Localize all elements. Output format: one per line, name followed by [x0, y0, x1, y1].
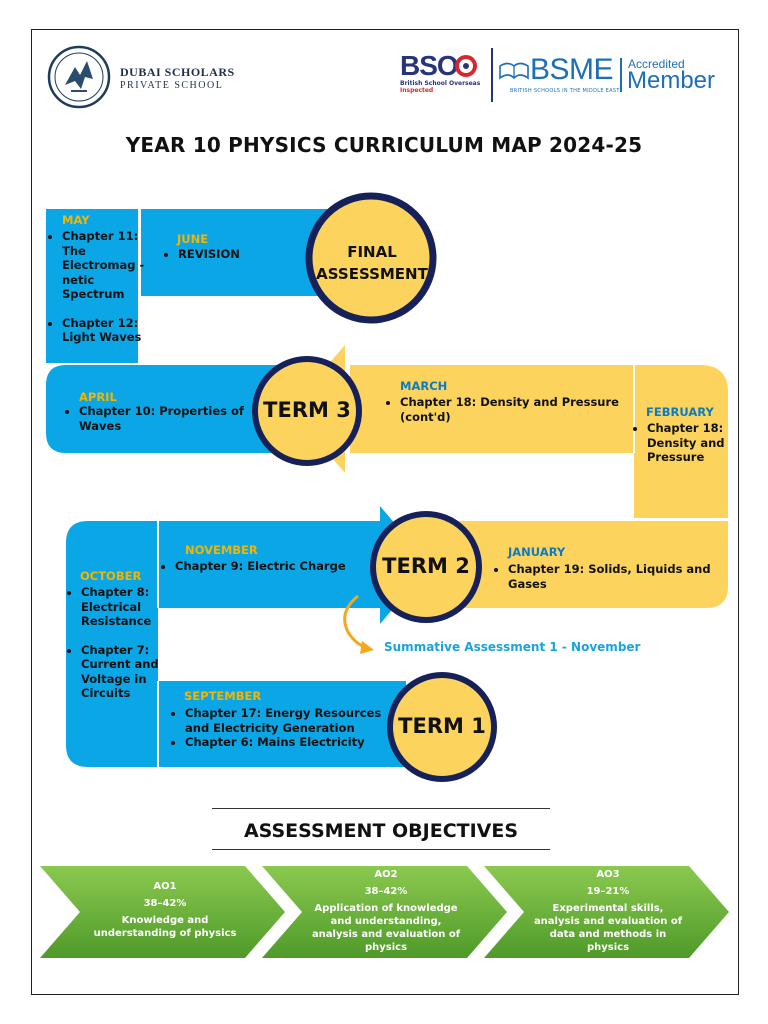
- assessment-heading: ASSESSMENT OBJECTIVES: [243, 820, 519, 842]
- september-item-2: • Chapter 6: Mains Electricity: [185, 735, 390, 750]
- final-line2: ASSESSMENT: [316, 265, 428, 283]
- ao1-code: AO1: [153, 881, 177, 892]
- ao3-weight: 19–21%: [586, 886, 630, 897]
- ao3-desc: Experimental skills, analysis and evaluation of data and methods in physics: [533, 903, 683, 953]
- november-label: NOVEMBER: [185, 543, 258, 557]
- summative-note: Summative Assessment 1 - November: [384, 640, 641, 654]
- bso-subtitle: British School Overseas: [400, 80, 481, 87]
- ao2-card: [306, 868, 466, 954]
- accredited-label: Accredited: [628, 57, 685, 71]
- bsme-subtitle: BRITISH SCHOOLS IN THE MIDDLE EAST: [510, 88, 620, 94]
- september-label: SEPTEMBER: [184, 689, 262, 703]
- bso-inspected: Inspected: [400, 87, 434, 94]
- march-item-1: • Chapter 18: Density and Pressure (cont'd): [400, 395, 630, 424]
- ao2-code: AO2: [374, 869, 398, 880]
- april-item-1: • Chapter 10: Properties of Waves: [79, 404, 269, 433]
- april-label: APRIL: [79, 390, 117, 404]
- october-item-1: • Chapter 8: Electrical Resistance: [81, 585, 175, 629]
- june-item-1: • REVISION: [178, 247, 318, 262]
- final-line1: FINAL: [347, 243, 397, 261]
- member-label: Member: [627, 67, 716, 94]
- ao1-desc: Knowledge and understanding of physics: [93, 915, 237, 939]
- october-label: OCTOBER: [80, 569, 142, 583]
- may-item-2: • Chapter 12: Light Waves: [62, 316, 154, 345]
- bso-title: BSO: [400, 50, 458, 81]
- january-label: JANUARY: [508, 545, 566, 559]
- ao1-card: [86, 880, 244, 940]
- school-name-line2: PRIVATE SCHOOL: [120, 80, 224, 91]
- school-name-line1: DUBAI SCHOLARS: [120, 65, 235, 79]
- june-label: JUNE: [177, 232, 209, 246]
- may-item-1: • Chapter 11: The Electromag -netic Spectrum: [62, 229, 154, 302]
- february-item-1: • Chapter 18: Density and Pressure: [647, 421, 741, 465]
- ao2-desc: Application of knowledge and understanding, analysis and evaluation of physics: [311, 903, 461, 953]
- ao1-weight: 38–42%: [143, 898, 187, 909]
- september-item-1: • Chapter 17: Energy Resources and Electricity Generation: [185, 706, 390, 735]
- ao3-card: [528, 868, 688, 954]
- ao3-code: AO3: [596, 869, 620, 880]
- ao2-weight: 38–42%: [364, 886, 408, 897]
- march-label: MARCH: [400, 379, 448, 393]
- term2-label: TERM 2: [382, 554, 470, 578]
- january-item-1: • Chapter 19: Solids, Liquids and Gases: [508, 562, 728, 591]
- october-item-2: • Chapter 7: Current and Voltage in Circuits: [81, 643, 175, 701]
- february-label: FEBRUARY: [646, 405, 714, 419]
- term1-label: TERM 1: [398, 714, 486, 738]
- may-label: MAY: [62, 213, 90, 227]
- page-title: YEAR 10 PHYSICS CURRICULUM MAP 2024-25: [125, 133, 643, 157]
- november-item-1: • Chapter 9: Electric Charge: [175, 559, 375, 574]
- bsme-title: BSME: [530, 53, 614, 86]
- term3-label: TERM 3: [263, 398, 351, 422]
